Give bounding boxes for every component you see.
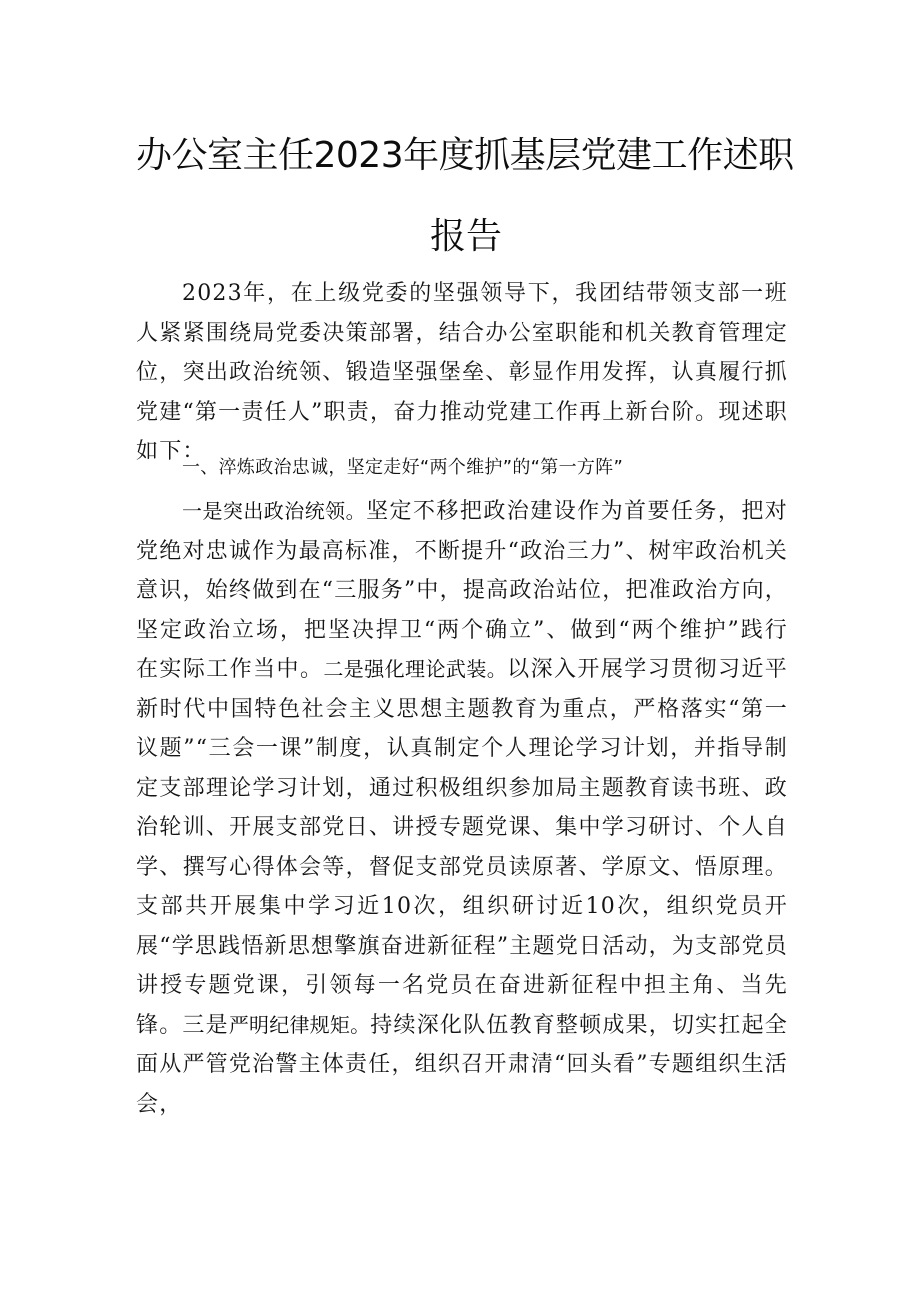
document-title-line-2: 报告 <box>430 216 503 257</box>
intro-paragraph: 2023年，在上级党委的坚强领导下，我团结带领支部一班人紧紧围绕局党委决策部署，结合办公室职能和机关教育管理定位，突出政治统领、锻造坚强堡垒、彰显作用发挥，认真履行抓党建“第一责任人”职责，奋力推动党建工作再上新台阶。现述职如下： <box>136 281 788 464</box>
lead-theory-arming: 二是强化理论武装。 <box>323 657 508 681</box>
lead-discipline: 严明纪律规矩。 <box>228 1012 371 1037</box>
document-title-line-1: 办公室主任2023年度抓基层党建工作述职 <box>136 135 794 176</box>
lead-political-leadership: 一是突出政治统领。 <box>182 499 367 523</box>
section-1-paragraph <box>136 492 788 1124</box>
body-discipline: 持续深化队伍教育整顿成果，切实扛起全面从严管党治警主体责任，组织召开肃清“回头看”专题组织生活会， <box>136 1012 788 1117</box>
section-heading-1: 一、淬炼政治忠诚，坚定走好“两个维护”的“第一方阵” <box>182 457 624 478</box>
body-political-leadership: 坚定不移把政治建设作为首要任务，把对党绝对忠诚作为最高标准，不断提升“政治三力”、树牢政治机关意识，始终做到在“三服务”中，提高政治站位，把准政治方向，坚定政治立场，把坚决捍卫“两个确立”、做到“两个维护”践行在实际工作当中。 <box>136 499 788 682</box>
body-theory-arming: 以深入开展学习贯彻习近平新时代中国特色社会主义思想主题教育为重点，严格落实“第一议题”“三会一课”制度，认真制定个人理论学习计划，并指导制定支部理论学习计划，通过积极组织参加局主题教育读书班、政治轮训、开展支部党日、讲授专题党课、集中学习研讨、个人自学、撰写心得体会等，督促支部党员读原著、学原文、悟原理。支部共开展集中学习近10次，组织研讨近10次，组织党员开展“学思践悟新思想擎旗奋进新征程”主题党日活动，为支部党员讲授专题党课，引领每一名党员在奋进新征程中担主角、当先锋。三是 <box>136 657 788 1038</box>
